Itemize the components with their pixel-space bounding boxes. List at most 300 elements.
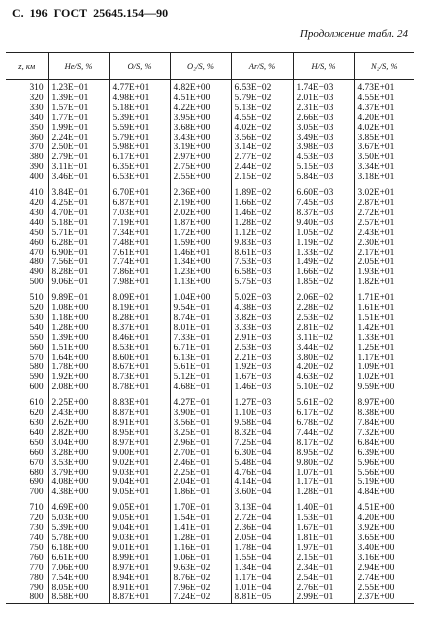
value-cell: 5.61E−01 [170, 363, 231, 373]
value-cell: 2.46E−01 [170, 459, 231, 469]
value-cell: 8.83E+01 [109, 393, 170, 409]
value-cell: 1.25E+01 [354, 344, 414, 354]
table-row [6, 134, 414, 144]
altitude-cell: 720 [29, 514, 44, 524]
table-row [6, 268, 414, 278]
standard-prefix: ГОСТ [53, 6, 88, 20]
value-cell: 2.87E+01 [354, 199, 414, 209]
altitude-cell: 620 [29, 409, 44, 419]
value-cell: 2.97E+00 [170, 153, 231, 163]
value-cell: 4.38E+00 [48, 488, 109, 498]
value-cell: 7.54E+00 [48, 574, 109, 584]
value-cell: 8.81E−05 [231, 593, 293, 603]
value-cell: 7.45E−03 [293, 199, 354, 209]
value-cell: 6.61E+00 [48, 554, 109, 564]
value-cell: 5.13E−02 [231, 104, 293, 114]
value-cell: 8.67E+01 [109, 363, 170, 373]
value-cell: 3.65E+00 [354, 534, 414, 544]
value-cell: 5.19E+00 [354, 478, 414, 488]
value-cell: 4.68E−01 [170, 383, 231, 393]
value-cell: 5.03E+00 [48, 514, 109, 524]
value-cell: 8.28E+01 [109, 314, 170, 324]
value-cell: 4.27E−01 [170, 393, 231, 409]
table-row [6, 199, 414, 209]
table-row [6, 419, 414, 429]
value-cell: 6.90E−01 [48, 249, 109, 259]
value-cell: 4.20E+01 [354, 114, 414, 124]
altitude-cell: 360 [29, 133, 44, 143]
value-cell: 1.89E−02 [231, 183, 293, 199]
value-cell: 6.84E+00 [354, 439, 414, 449]
value-cell: 9.02E+01 [109, 459, 170, 469]
table-row [6, 163, 414, 173]
value-cell: 1.86E−01 [170, 488, 231, 498]
value-cell: 1.17E−01 [293, 478, 354, 488]
value-cell: 3.05E−03 [293, 124, 354, 134]
value-cell: 5.61E−02 [293, 393, 354, 409]
value-cell: 5.56E+00 [354, 469, 414, 479]
value-cell: 8.61E−03 [231, 249, 293, 259]
value-cell: 7.53E−03 [231, 258, 293, 268]
value-cell: 1.61E+01 [354, 304, 414, 314]
value-cell: 8.60E+01 [109, 354, 170, 364]
altitude-cell: 340 [29, 113, 44, 123]
value-cell: 3.56E−01 [170, 419, 231, 429]
value-cell: 1.40E−01 [293, 498, 354, 514]
altitude-cell: 570 [29, 353, 44, 363]
table-row [6, 554, 414, 564]
value-cell: 1.28E−01 [293, 488, 354, 498]
value-cell: 1.23E−01 [48, 80, 109, 94]
value-cell: 2.34E−01 [293, 564, 354, 574]
value-cell: 1.34E+00 [170, 258, 231, 268]
value-cell: 9.03E+01 [109, 469, 170, 479]
value-cell: 9.05E+01 [109, 488, 170, 498]
value-cell: 1.33E−02 [293, 249, 354, 259]
altitude-cell: 420 [29, 198, 44, 208]
value-cell: 2.74E+00 [354, 574, 414, 584]
altitude-cell: 580 [29, 363, 44, 373]
value-cell: 1.78E+00 [48, 363, 109, 373]
value-cell: 4.55E+01 [354, 94, 414, 104]
value-cell: 6.17E+01 [109, 153, 170, 163]
altitude-cell: 380 [29, 153, 44, 163]
altitude-cell: 650 [29, 438, 44, 448]
table-row [6, 278, 414, 288]
value-cell: 5.79E+01 [109, 134, 170, 144]
table-row [6, 593, 414, 603]
altitude-cell: 390 [29, 163, 44, 173]
value-cell: 8.19E+01 [109, 304, 170, 314]
value-cell: 9.54E−01 [170, 304, 231, 314]
value-cell: 2.30E+01 [354, 239, 414, 249]
table-row [6, 219, 414, 229]
altitude-cell: 490 [29, 268, 44, 278]
value-cell: 3.04E+00 [48, 439, 109, 449]
altitude-cell: 740 [29, 533, 44, 543]
value-cell: 2.25E−01 [170, 469, 231, 479]
value-cell: 2.66E−03 [293, 114, 354, 124]
value-cell: 1.41E−01 [170, 524, 231, 534]
value-cell: 1.09E+01 [354, 363, 414, 373]
table-row [6, 314, 414, 324]
value-cell: 7.32E+00 [354, 429, 414, 439]
value-cell: 2.08E+00 [48, 383, 109, 393]
table-body [6, 80, 414, 604]
value-cell: 3.68E+00 [170, 124, 231, 134]
standard-number: 25645.154—90 [93, 6, 169, 20]
value-cell: 4.63E−02 [293, 373, 354, 383]
value-cell: 3.84E−01 [48, 183, 109, 199]
value-cell: 7.86E+01 [109, 268, 170, 278]
value-cell: 1.46E−02 [231, 209, 293, 219]
value-cell: 1.10E−03 [231, 409, 293, 419]
altitude-cell: 770 [29, 563, 44, 573]
value-cell: 1.87E+00 [170, 219, 231, 229]
value-cell: 3.79E+00 [48, 469, 109, 479]
value-cell: 4.14E−04 [231, 478, 293, 488]
value-cell: 8.97E+00 [354, 393, 414, 409]
value-cell: 3.67E+01 [354, 143, 414, 153]
header-row [6, 53, 414, 80]
value-cell: 5.98E+01 [109, 143, 170, 153]
value-cell: 1.46E+01 [170, 249, 231, 259]
table-row [6, 80, 414, 94]
value-cell: 3.14E−02 [231, 143, 293, 153]
column-header: H/S, % [293, 53, 354, 80]
altitude-cell: 540 [29, 323, 44, 333]
table-row [6, 439, 414, 449]
value-cell: 4.69E+00 [48, 498, 109, 514]
value-cell: 4.38E−03 [231, 304, 293, 314]
value-cell: 5.48E−04 [231, 459, 293, 469]
value-cell: 6.30E−04 [231, 449, 293, 459]
value-cell: 1.67E−01 [293, 524, 354, 534]
column-header: z, км [6, 53, 48, 80]
value-cell: 3.40E+00 [354, 544, 414, 554]
altitude-cell: 630 [29, 419, 44, 428]
value-cell: 3.11E−02 [293, 334, 354, 344]
value-cell: 3.02E+01 [354, 183, 414, 199]
value-cell: 8.17E−02 [293, 439, 354, 449]
altitude-cell: 400 [29, 173, 44, 183]
value-cell: 1.57E−01 [48, 104, 109, 114]
value-cell: 3.43E+00 [170, 134, 231, 144]
value-cell: 2.50E−01 [48, 143, 109, 153]
value-cell: 8.05E+00 [48, 584, 109, 594]
column-header: O/S, % [109, 53, 170, 80]
value-cell: 8.28E−01 [48, 268, 109, 278]
altitude-cell: 670 [29, 458, 44, 468]
table-row [6, 469, 414, 479]
value-cell: 9.01E+01 [109, 544, 170, 554]
value-cell: 6.58E−03 [231, 268, 293, 278]
value-cell: 3.50E+01 [354, 153, 414, 163]
value-cell: 2.17E+01 [354, 249, 414, 259]
value-cell: 4.55E−02 [231, 114, 293, 124]
value-cell: 1.46E−03 [231, 383, 293, 393]
value-cell: 3.53E+00 [48, 459, 109, 469]
table-row [6, 363, 414, 373]
table-row [6, 459, 414, 469]
table-row [6, 209, 414, 219]
value-cell: 1.70E−01 [170, 498, 231, 514]
altitude-cell: 640 [29, 428, 44, 438]
column-header: N₂/S, % [354, 53, 414, 80]
value-cell: 3.25E−01 [170, 429, 231, 439]
value-cell: 9.05E+01 [109, 498, 170, 514]
altitude-cell: 750 [29, 543, 44, 553]
value-cell: 2.72E−04 [231, 514, 293, 524]
value-cell: 4.37E+01 [354, 104, 414, 114]
value-cell: 8.73E+01 [109, 373, 170, 383]
value-cell: 3.33E−03 [231, 324, 293, 334]
table-row [6, 143, 414, 153]
value-cell: 1.34E−04 [231, 564, 293, 574]
value-cell: 7.61E+01 [109, 249, 170, 259]
table-row [6, 478, 414, 488]
altitude-cell: 500 [29, 278, 44, 288]
altitude-cell: 680 [29, 468, 44, 478]
value-cell: 4.02E+01 [354, 124, 414, 134]
value-cell: 4.84E+00 [354, 488, 414, 498]
value-cell: 5.78E+00 [48, 534, 109, 544]
value-cell: 3.90E−01 [170, 409, 231, 419]
value-cell: 2.55E+00 [170, 173, 231, 183]
value-cell: 7.84E+00 [354, 419, 414, 429]
value-cell: 1.97E−01 [293, 544, 354, 554]
value-cell: 8.91E+01 [109, 419, 170, 429]
altitude-cell: 440 [29, 218, 44, 228]
table-row [6, 324, 414, 334]
value-cell: 3.44E−02 [293, 344, 354, 354]
value-cell: 1.72E+00 [170, 229, 231, 239]
value-cell: 1.82E+01 [354, 278, 414, 288]
value-cell: 6.71E−01 [170, 344, 231, 354]
table-row [6, 239, 414, 249]
value-cell: 8.87E+01 [109, 593, 170, 603]
value-cell: 7.74E+01 [109, 258, 170, 268]
table-row [6, 124, 414, 134]
value-cell: 1.17E+01 [354, 354, 414, 364]
value-cell: 1.81E−01 [293, 534, 354, 544]
value-cell: 4.20E−02 [293, 363, 354, 373]
value-cell: 3.16E+00 [354, 554, 414, 564]
page-header [12, 6, 174, 21]
value-cell: 2.82E+00 [48, 429, 109, 439]
value-cell: 8.95E−02 [293, 449, 354, 459]
value-cell: 1.33E+01 [354, 334, 414, 344]
value-cell: 1.01E−04 [231, 584, 293, 594]
table-row [6, 344, 414, 354]
altitude-cell: 410 [29, 188, 44, 199]
value-cell: 6.39E+00 [354, 449, 414, 459]
table-row [6, 114, 414, 124]
value-cell: 2.96E−01 [170, 439, 231, 449]
value-cell: 9.03E+01 [109, 534, 170, 544]
value-cell: 1.28E−02 [231, 219, 293, 229]
value-cell: 8.37E+01 [109, 324, 170, 334]
value-cell: 1.28E+00 [48, 324, 109, 334]
value-cell: 1.07E−01 [293, 469, 354, 479]
value-cell: 4.20E+00 [354, 514, 414, 524]
altitude-cell: 610 [29, 398, 44, 409]
value-cell: 1.16E−01 [170, 544, 231, 554]
table-row [6, 288, 414, 304]
altitude-cell: 460 [29, 238, 44, 248]
table-row [6, 94, 414, 104]
value-cell: 7.33E−01 [170, 334, 231, 344]
value-cell: 1.49E−02 [293, 258, 354, 268]
value-cell: 3.98E−03 [293, 143, 354, 153]
value-cell: 6.18E+00 [48, 544, 109, 554]
value-cell: 8.95E+01 [109, 429, 170, 439]
table-row [6, 524, 414, 534]
table-row [6, 229, 414, 239]
table-row [6, 258, 414, 268]
value-cell: 5.18E+01 [109, 104, 170, 114]
value-cell: 7.34E+01 [109, 229, 170, 239]
value-cell: 9.80E−02 [293, 459, 354, 469]
value-cell: 9.04E+01 [109, 524, 170, 534]
value-cell: 1.78E−04 [231, 544, 293, 554]
value-cell: 2.70E−01 [170, 449, 231, 459]
altitude-cell: 530 [29, 313, 44, 323]
value-cell: 5.18E−01 [48, 219, 109, 229]
value-cell: 2.79E−01 [48, 153, 109, 163]
value-cell: 8.46E+01 [109, 334, 170, 344]
value-cell: 7.48E+01 [109, 239, 170, 249]
value-cell: 2.01E−03 [293, 94, 354, 104]
value-cell: 2.02E+00 [170, 209, 231, 219]
value-cell: 5.71E−01 [48, 229, 109, 239]
value-cell: 8.94E+01 [109, 574, 170, 584]
value-cell: 3.80E−02 [293, 354, 354, 364]
value-cell: 2.43E+00 [48, 409, 109, 419]
value-cell: 3.49E−03 [293, 134, 354, 144]
value-cell: 1.28E−01 [170, 534, 231, 544]
value-cell: 8.99E+01 [109, 554, 170, 564]
value-cell: 8.97E+01 [109, 564, 170, 574]
value-cell: 7.96E−02 [170, 584, 231, 594]
value-cell: 2.05E+01 [354, 258, 414, 268]
value-cell: 1.77E−01 [48, 114, 109, 124]
value-cell: 9.04E+01 [109, 478, 170, 488]
value-cell: 5.15E−03 [293, 163, 354, 173]
value-cell: 1.92E−03 [231, 363, 293, 373]
value-cell: 3.11E−01 [48, 163, 109, 173]
value-cell: 2.94E+00 [354, 564, 414, 574]
value-cell: 4.73E+01 [354, 80, 414, 94]
page-number: 196 [29, 6, 48, 20]
value-cell: 6.28E−01 [48, 239, 109, 249]
table-row [6, 104, 414, 114]
table-row [6, 488, 414, 498]
value-cell: 1.66E−02 [293, 268, 354, 278]
value-cell: 1.17E−04 [231, 574, 293, 584]
value-cell: 1.99E−01 [48, 124, 109, 134]
value-cell: 2.53E−03 [231, 344, 293, 354]
value-cell: 9.00E+01 [109, 449, 170, 459]
value-cell: 1.92E+00 [48, 373, 109, 383]
value-cell: 5.96E+00 [354, 459, 414, 469]
value-cell: 5.84E−03 [293, 173, 354, 183]
value-cell: 1.51E+01 [354, 314, 414, 324]
altitude-cell: 780 [29, 573, 44, 583]
value-cell: 3.19E+00 [170, 143, 231, 153]
value-cell: 9.05E+01 [109, 514, 170, 524]
value-cell: 1.04E+00 [170, 288, 231, 304]
value-cell: 4.22E+00 [170, 104, 231, 114]
value-cell: 1.23E+00 [170, 268, 231, 278]
value-cell: 2.99E−01 [293, 593, 354, 603]
value-cell: 5.10E−02 [293, 383, 354, 393]
table-continuation-caption: Продолжение табл. 24 [299, 28, 408, 40]
value-cell: 2.24E−01 [48, 134, 109, 144]
table-row [6, 393, 414, 409]
value-cell: 4.51E+00 [170, 94, 231, 104]
column-header: O₂/S, % [170, 53, 231, 80]
value-cell: 1.93E+01 [354, 268, 414, 278]
altitude-cell: 800 [29, 593, 44, 603]
value-cell: 3.95E+00 [170, 114, 231, 124]
table-row [6, 383, 414, 393]
value-cell: 1.53E−01 [293, 514, 354, 524]
value-cell: 6.53E−02 [231, 80, 293, 94]
altitude-cell: 370 [29, 143, 44, 153]
value-cell: 8.76E−02 [170, 574, 231, 584]
altitude-cell: 730 [29, 524, 44, 534]
value-cell: 2.37E+00 [354, 593, 414, 603]
table-row [6, 409, 414, 419]
altitude-cell: 330 [29, 103, 44, 113]
value-cell: 1.39E−01 [48, 94, 109, 104]
value-cell: 2.19E+00 [170, 199, 231, 209]
value-cell: 3.28E+00 [48, 449, 109, 459]
value-cell: 1.55E−04 [231, 554, 293, 564]
value-cell: 8.97E+01 [109, 439, 170, 449]
table-row [6, 334, 414, 344]
value-cell: 2.55E+00 [354, 584, 414, 594]
value-cell: 7.44E−02 [293, 429, 354, 439]
value-cell: 7.19E+01 [109, 219, 170, 229]
value-cell: 7.98E+01 [109, 278, 170, 288]
altitude-cell: 310 [29, 83, 44, 93]
value-cell: 1.18E+00 [48, 314, 109, 324]
table-row [6, 304, 414, 314]
value-cell: 2.15E−02 [231, 173, 293, 183]
value-cell: 4.02E−02 [231, 124, 293, 134]
value-cell: 4.53E−03 [293, 153, 354, 163]
value-cell: 4.82E+00 [170, 80, 231, 94]
value-cell: 2.53E−02 [293, 314, 354, 324]
value-cell: 1.67E−03 [231, 373, 293, 383]
value-cell: 3.13E−04 [231, 498, 293, 514]
value-cell: 9.89E−01 [48, 288, 109, 304]
value-cell: 4.51E+00 [354, 498, 414, 514]
value-cell: 3.18E+01 [354, 173, 414, 183]
value-cell: 8.09E+01 [109, 288, 170, 304]
value-cell: 2.44E−02 [231, 163, 293, 173]
value-cell: 2.31E−03 [293, 104, 354, 114]
value-cell: 5.12E−01 [170, 373, 231, 383]
value-cell: 1.51E+00 [48, 344, 109, 354]
value-cell: 7.25E−04 [231, 439, 293, 449]
altitude-cell: 590 [29, 373, 44, 383]
value-cell: 5.59E+01 [109, 124, 170, 134]
value-cell: 1.66E−02 [231, 199, 293, 209]
column-header: He/S, % [48, 53, 109, 80]
